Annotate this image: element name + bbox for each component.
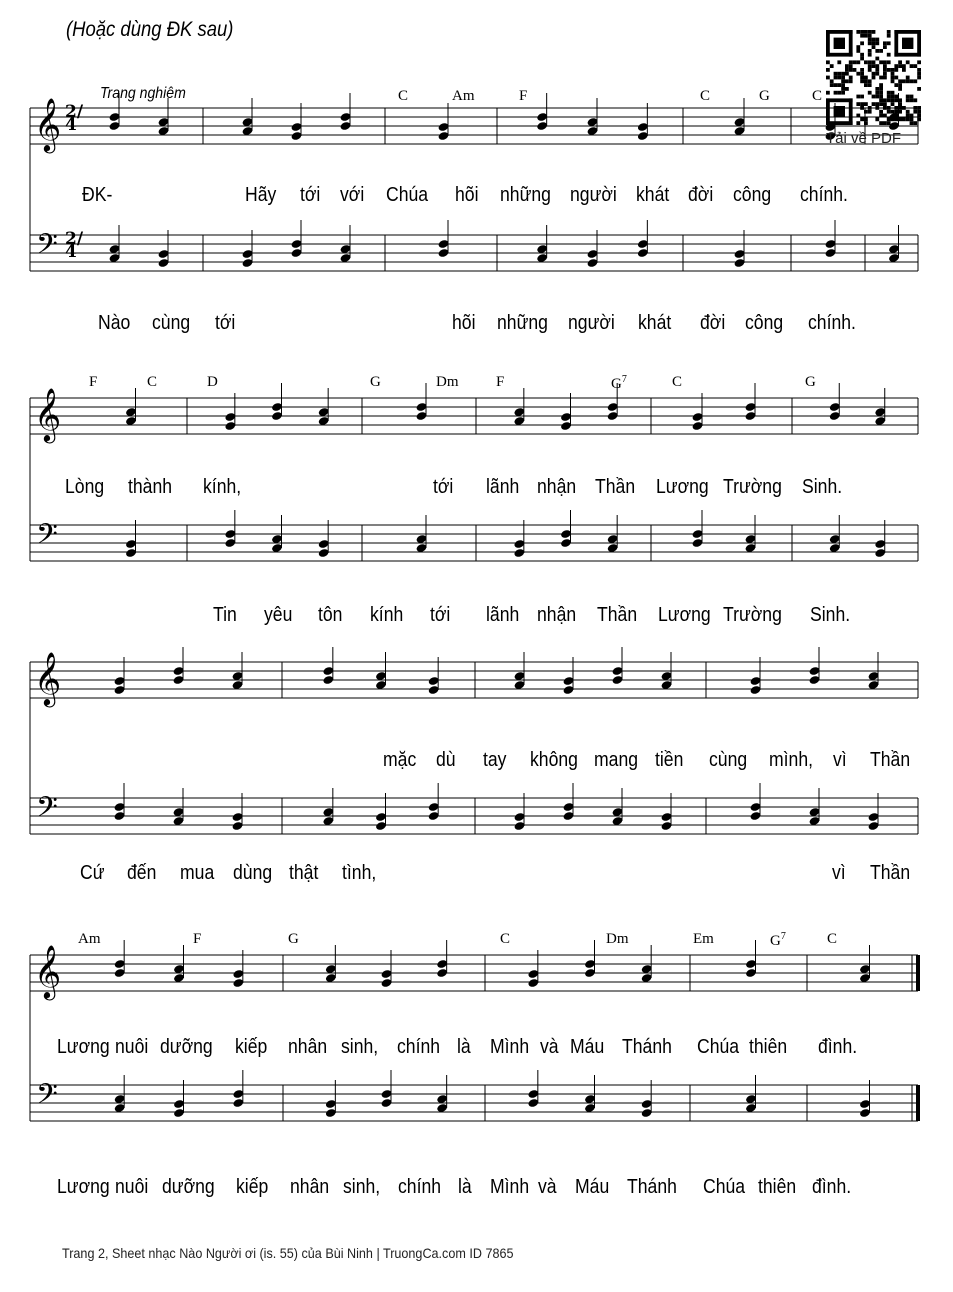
chord-symbol: D <box>207 374 218 390</box>
lyric-word: sinh, <box>343 1176 381 1198</box>
lyric-word: mặc <box>383 749 417 771</box>
lyric-word: Sinh. <box>802 476 843 498</box>
lyric-word: chính. <box>800 184 848 206</box>
lyric-word: khát <box>636 184 670 206</box>
lyric-word: mua <box>180 862 215 884</box>
lyric-word: Lương <box>656 476 709 498</box>
lyric-word: mang <box>594 749 639 771</box>
time-signature-bass: 2/4 <box>65 229 84 262</box>
lyric-word: dưỡng <box>162 1176 215 1198</box>
lyric-word: đến <box>127 862 157 884</box>
lyric-word: nhân <box>290 1176 330 1198</box>
lyric-word: sinh, <box>341 1036 379 1058</box>
lyric-word: kiếp <box>235 1036 268 1058</box>
lyric-word: Mình <box>490 1176 530 1198</box>
lyric-word: thiên <box>749 1036 788 1058</box>
lyric-word: Thánh <box>622 1036 672 1058</box>
lyric-word: lãnh <box>486 604 520 626</box>
chord-symbol: $G^7$ <box>611 374 627 392</box>
lyric-word: Lương <box>57 1036 110 1058</box>
chord-symbol: F <box>519 88 528 104</box>
lyric-word: với <box>340 184 365 206</box>
chord-symbol: F <box>89 374 98 390</box>
lyric-word: Chúa <box>697 1036 740 1058</box>
chord-symbol: C <box>500 931 511 947</box>
chord-symbol: C <box>812 88 823 104</box>
chord-symbol: G <box>759 88 770 104</box>
lyric-word: tới <box>300 184 321 206</box>
chord-symbol: F <box>193 931 202 947</box>
lyric-word: là <box>458 1176 472 1198</box>
lyric-word: tôn <box>318 604 343 626</box>
lyric-word: thiên <box>758 1176 797 1198</box>
lyric-word: Chúa <box>386 184 429 206</box>
lyric-word: Trường <box>723 476 782 498</box>
lyric-word: nuôi <box>115 1176 149 1198</box>
chord-symbol: C <box>672 374 683 390</box>
lyric-word: và <box>538 1176 557 1198</box>
lyric-word: không <box>530 749 578 771</box>
lyric-word: tới <box>215 312 236 334</box>
chord-symbol: G <box>288 931 299 947</box>
lyric-word: vì <box>832 862 846 884</box>
download-pdf-link[interactable]: Tải về PDF <box>826 130 902 147</box>
chord-symbol: C <box>147 374 158 390</box>
lyric-word: và <box>540 1036 559 1058</box>
lyric-word: cùng <box>152 312 191 334</box>
time-signature-treble: 2/4 <box>65 102 84 135</box>
lyric-word: Thần <box>870 749 911 771</box>
bass-clef: 𝄢 <box>36 518 58 558</box>
chord-symbol: C <box>398 88 409 104</box>
chord-symbol: $G^7$ <box>770 931 786 949</box>
treble-clef: 𝄞 <box>34 944 62 998</box>
lyric-word: ĐK- <box>82 184 113 206</box>
lyric-word: công <box>733 184 772 206</box>
lyric-word: dù <box>436 749 456 771</box>
lyric-word: vì <box>833 749 847 771</box>
chord-symbol: F <box>496 374 505 390</box>
lyric-word: kính <box>370 604 404 626</box>
lyric-word: nhận <box>537 476 577 498</box>
tempo-marking: Trang nghiêm <box>100 85 186 102</box>
lyric-word: Lòng <box>65 476 105 498</box>
lyric-word: Thần <box>870 862 911 884</box>
bass-clef: 𝄢 <box>36 228 58 268</box>
lyric-word: Máu <box>570 1036 605 1058</box>
lyric-word: nuôi <box>115 1036 149 1058</box>
lyric-word: Lương <box>57 1176 110 1198</box>
lyric-word: tình, <box>342 862 377 884</box>
lyric-word: tiền <box>655 749 684 771</box>
lyric-word: người <box>570 184 617 206</box>
chord-symbol: Am <box>452 88 475 104</box>
bass-clef: 𝄢 <box>36 1078 58 1118</box>
lyric-word: kiếp <box>236 1176 269 1198</box>
treble-clef: 𝄞 <box>34 651 62 705</box>
lyric-word: những <box>497 312 548 334</box>
bass-clef: 𝄢 <box>36 791 58 831</box>
lyric-word: Lương <box>658 604 711 626</box>
lyric-word: đình. <box>818 1036 858 1058</box>
lyric-word: Sinh. <box>810 604 851 626</box>
lyric-word: người <box>568 312 615 334</box>
lyric-word: đình. <box>812 1176 852 1198</box>
lyric-word: nhận <box>537 604 577 626</box>
lyric-word: chính. <box>808 312 856 334</box>
chord-symbol: C <box>827 931 838 947</box>
lyric-word: là <box>457 1036 471 1058</box>
lyric-word: mình, <box>769 749 814 771</box>
lyric-word: công <box>745 312 784 334</box>
performance-note: (Hoặc dùng ĐK sau) <box>66 18 234 41</box>
lyric-word: hõi <box>452 312 476 334</box>
lyric-word: Trường <box>723 604 782 626</box>
qr-code-icon[interactable] <box>826 30 921 125</box>
page-footer: Trang 2, Sheet nhạc Nào Người ơi (is. 55) của Bùi Ninh | TruongCa.com ID 7865 <box>62 1245 514 1261</box>
lyric-word: tới <box>430 604 451 626</box>
chord-symbol: C <box>700 88 711 104</box>
lyric-word: Thần <box>597 604 638 626</box>
lyric-word: những <box>500 184 551 206</box>
lyric-word: yêu <box>264 604 293 626</box>
lyric-word: chính <box>398 1176 442 1198</box>
lyric-word: chính <box>397 1036 441 1058</box>
lyric-word: dùng <box>233 862 273 884</box>
lyric-word: Máu <box>575 1176 610 1198</box>
treble-clef: 𝄞 <box>34 97 62 151</box>
chord-symbol: Am <box>78 931 101 947</box>
lyric-word: Mình <box>490 1036 530 1058</box>
lyric-word: cùng <box>709 749 748 771</box>
lyric-word: khát <box>638 312 672 334</box>
lyric-word: đời <box>688 184 714 206</box>
lyric-word: nhân <box>288 1036 328 1058</box>
lyric-word: Hãy <box>245 184 277 206</box>
lyric-word: Tin <box>213 604 237 626</box>
lyric-word: đời <box>700 312 726 334</box>
chord-symbol: Dm <box>436 374 459 390</box>
treble-clef: 𝄞 <box>34 387 62 441</box>
chord-symbol: Dm <box>606 931 629 947</box>
lyric-word: thật <box>289 862 319 884</box>
lyric-word: Thánh <box>627 1176 677 1198</box>
lyric-word: tới <box>433 476 454 498</box>
lyric-word: tay <box>483 749 507 771</box>
chord-symbol: G <box>370 374 381 390</box>
lyric-word: kính, <box>203 476 242 498</box>
lyric-word: Nào <box>98 312 131 334</box>
chord-symbol: Em <box>693 931 714 947</box>
lyric-word: lãnh <box>486 476 520 498</box>
lyric-word: Thần <box>595 476 636 498</box>
chord-symbol: G <box>805 374 816 390</box>
lyric-word: dưỡng <box>160 1036 213 1058</box>
lyric-word: hõi <box>455 184 479 206</box>
lyric-word: Cứ <box>80 862 105 884</box>
lyric-word: Chúa <box>703 1176 746 1198</box>
lyric-word: thành <box>128 476 173 498</box>
